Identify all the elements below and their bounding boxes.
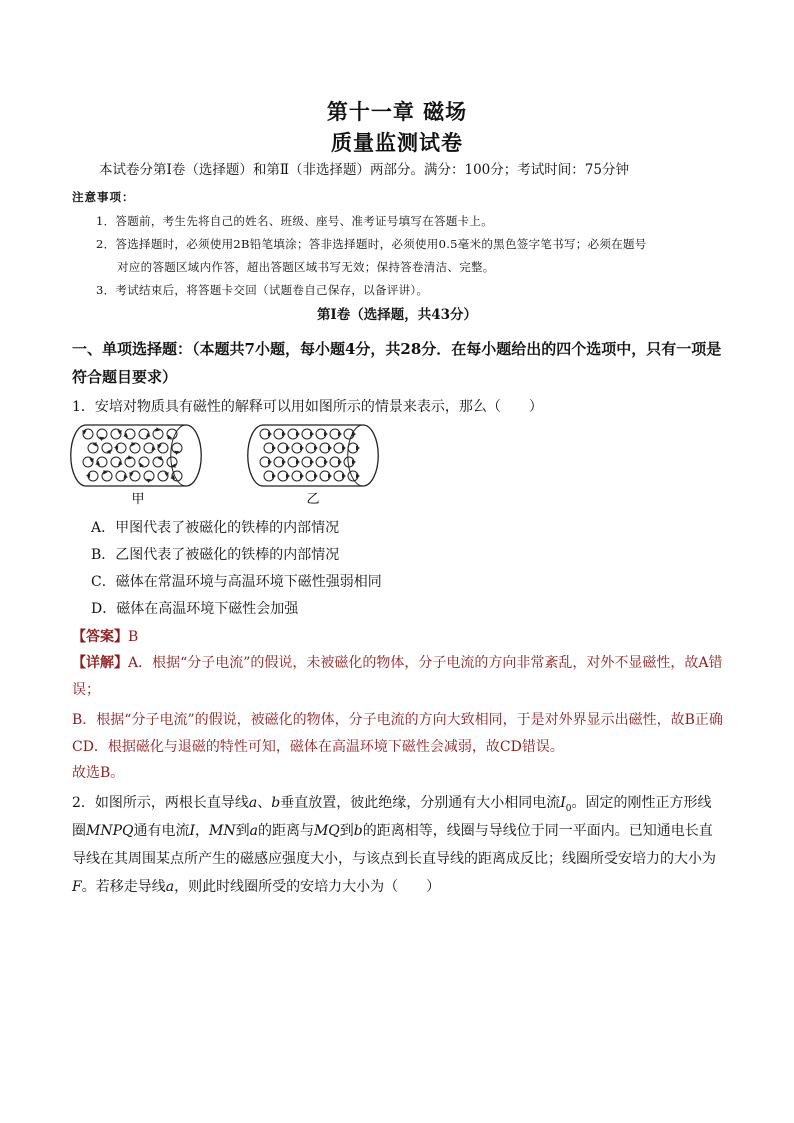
- molecular-current-loop: [320, 443, 332, 453]
- molecular-current-loop: [306, 471, 318, 481]
- molecular-current-loop: [139, 429, 151, 439]
- molecular-current-loop: [302, 429, 314, 439]
- question-2-line: 圈MNPQ通有电流I，MN到a的距离与MQ到b的距离相等，线圈与导线位于同一平面内。已知通电长直: [72, 823, 713, 839]
- note-item: 1．答题前，考生先将自己的姓名、班级、座号、准考证号填写在答题卡上。: [96, 214, 494, 228]
- molecular-current-loop: [264, 471, 276, 481]
- note-item: 3．考试结束后，将答题卡交回（试题卷自己保存，以备评讲）。: [96, 283, 429, 297]
- molecular-current-loop: [101, 469, 112, 481]
- figure-label-yi: 乙: [306, 492, 320, 507]
- figure-jia: [71, 425, 201, 486]
- answer-line: [72, 626, 138, 646]
- magnet-domains-figure: [68, 420, 388, 510]
- answer-value: B: [128, 629, 139, 645]
- molecular-current-loop: [111, 428, 123, 439]
- molecular-current-loop: [95, 457, 107, 467]
- exam-intro: 本试卷分第Ⅰ卷（选择题）和第Ⅱ（非选择题）两部分。满分：100分；考试时间：75分钟: [99, 162, 629, 178]
- molecular-current-loop: [129, 441, 140, 453]
- detail-line: CD．根据磁化与退磁的特性可知，磁体在高温环境下磁性会减弱，故CD错误。: [72, 739, 564, 755]
- molecular-current-loop: [344, 457, 356, 467]
- molecular-current-loop: [125, 455, 135, 467]
- molecular-current-loop: [114, 443, 126, 453]
- molecular-current-loop: [144, 443, 156, 453]
- molecular-current-loop: [144, 471, 154, 483]
- option-b: B．乙图代表了被磁化的铁棒的内部情况: [91, 547, 340, 563]
- molecular-current-loop: [278, 443, 290, 453]
- detail-text: A．根据“分子电流”的假说，未被磁化的物体，分子电流的方向非常紊乱，对外不显磁性，故A错: [128, 655, 723, 671]
- molecular-current-loop: [123, 429, 135, 439]
- molecular-current-loop: [306, 443, 318, 453]
- option-a: A．甲图代表了被磁化的铁棒的内部情况: [91, 520, 340, 536]
- molecular-current-loop: [274, 457, 286, 467]
- molecular-current-loop: [330, 429, 342, 439]
- molecular-current-loop: [81, 428, 93, 439]
- molecular-current-loop: [172, 443, 182, 455]
- molecular-current-loop: [153, 455, 164, 467]
- conclusion: 故选B。: [72, 765, 125, 781]
- answer-tag: 【答案】: [72, 629, 128, 645]
- detail-line: 误；: [72, 682, 100, 698]
- question-2-line: F。若移走导线a，则此时线圈所受的安培力大小为（ ）: [72, 879, 441, 895]
- molecular-current-loop: [316, 457, 328, 467]
- option-c: C．磁体在常温环境与高温环境下磁性强弱相同: [91, 574, 382, 590]
- question-2-line: 导线在其周围某点所产生的磁感应强度大小，与该点到长直导线的距离成反比；线圈所受安培力的大小为: [72, 851, 716, 867]
- molecular-current-loop: [83, 456, 95, 467]
- molecular-current-loop: [292, 471, 304, 481]
- molecular-current-loop: [292, 443, 304, 453]
- molecular-current-loop: [348, 443, 360, 453]
- question-2-line: 2．如图所示，两根长直导线a、b垂直放置，彼此绝缘，分别通有大小相同电流$I_0$。固定的刚性正方形线: [72, 795, 712, 814]
- page-subtitle: 质量监测试卷: [331, 130, 463, 155]
- option-d: D．磁体在高温环境下磁性会加强: [91, 601, 299, 617]
- molecular-current-loop: [111, 457, 123, 467]
- detail-line: [72, 652, 723, 672]
- detail-tag: 【详解】: [72, 655, 128, 671]
- figure-label-jia: 甲: [131, 492, 145, 507]
- question-1-stem: 1．安培对物质具有磁性的解释可以用如图所示的情景来表示，那么（ ）: [72, 399, 543, 415]
- molecular-current-loop: [102, 443, 113, 455]
- molecular-current-loop: [156, 442, 168, 453]
- figure-yi: [248, 425, 378, 486]
- note-item: 对应的答题区域内作答，超出答题区域书写无效；保持答卷清洁、完整。: [117, 260, 495, 274]
- molecular-current-loop: [316, 429, 328, 439]
- molecular-current-loop: [330, 457, 342, 467]
- section-heading: 一、单项选择题：（本题共7小题，每小题4分，共28分．在每小题给出的四个选项中，只有一项是符合题目要求）: [72, 340, 722, 386]
- page-title: 第十一章 磁场: [326, 99, 468, 124]
- molecular-current-loop: [167, 457, 178, 469]
- molecular-current-loop: [278, 471, 290, 481]
- molecular-current-loop: [274, 429, 286, 439]
- molecular-current-loop: [260, 429, 272, 439]
- molecular-current-loop: [170, 471, 182, 481]
- molecular-current-loop: [260, 457, 272, 467]
- molecular-current-loop: [158, 470, 170, 481]
- note-item: 2．答选择题时，必须使用2B铅笔填涂；答非选择题时，必须使用0.5毫米的黑色签字笔书写；必须在题号: [96, 237, 647, 251]
- molecular-current-loop: [288, 429, 300, 439]
- notes-heading: 注意事项：: [72, 190, 135, 204]
- molecular-current-loop: [153, 427, 163, 439]
- molecular-current-loop: [97, 429, 107, 441]
- molecular-current-loop: [166, 429, 177, 441]
- molecular-current-loop: [264, 443, 276, 453]
- molecular-current-loop: [138, 457, 149, 469]
- molecular-current-loop: [302, 457, 314, 467]
- molecular-current-loop: [320, 471, 332, 481]
- molecular-current-loop: [86, 471, 98, 481]
- molecular-current-loop: [288, 457, 300, 467]
- detail-line: B．根据“分子电流”的假说，被磁化的物体，分子电流的方向大致相同，于是对外界显示出磁性，故B正确: [72, 712, 723, 728]
- molecular-current-loop: [128, 470, 140, 481]
- molecular-current-loop: [334, 443, 346, 453]
- part-heading: 第Ⅰ卷（选择题，共43分）: [316, 307, 478, 323]
- molecular-current-loop: [116, 471, 128, 481]
- molecular-current-loop: [334, 471, 346, 481]
- molecular-current-loop: [88, 441, 99, 453]
